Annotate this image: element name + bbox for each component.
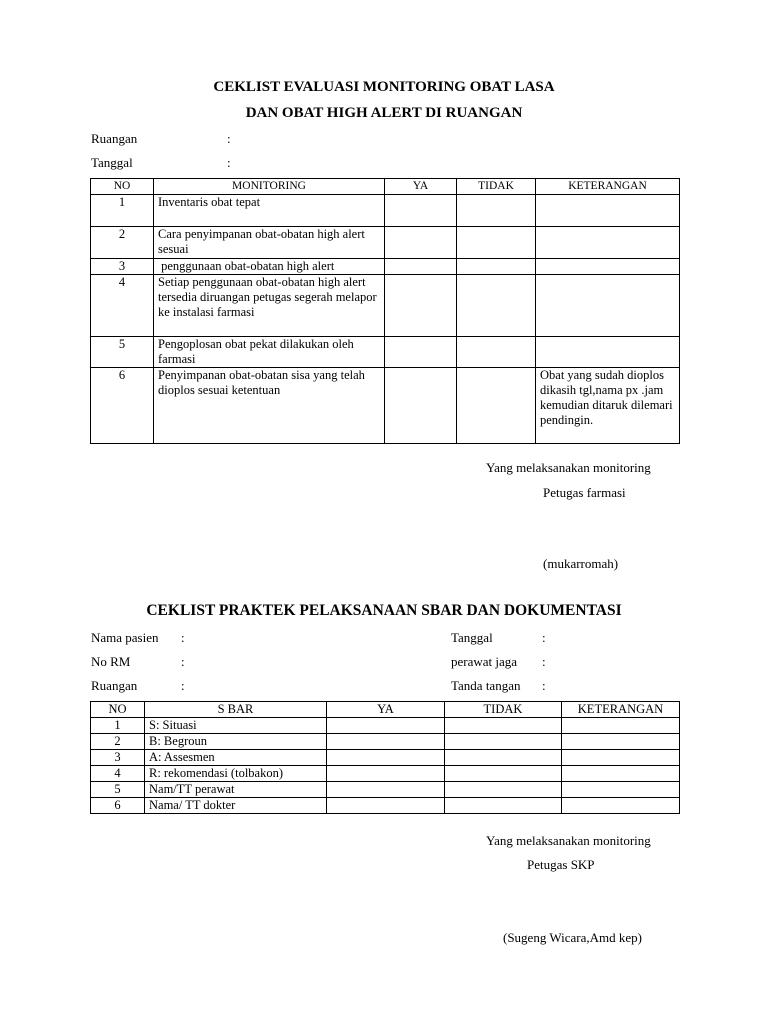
row-no: 5: [91, 782, 145, 798]
row-no: 4: [91, 275, 154, 337]
field-perawat-jaga-colon: :: [542, 654, 546, 669]
row-no: 1: [91, 195, 154, 227]
row-keterangan: [536, 337, 680, 368]
table-row: [91, 798, 680, 814]
header-tidak: TIDAK: [457, 179, 536, 195]
row-ya: [385, 195, 457, 227]
row-monitoring: Setiap penggunaan obat-obatan high alert tersedia diruangan petugas segerah melapor ke instalasi farmasi: [154, 275, 385, 337]
signature1-name: (mukarromah): [543, 556, 619, 571]
table-row: [91, 718, 680, 734]
field-ruangan-colon: :: [227, 131, 231, 146]
header-keterangan: KETERANGAN: [536, 179, 680, 195]
field-tanggal-colon: :: [227, 155, 231, 170]
header-sbar: S BAR: [145, 702, 327, 718]
row-ya: [385, 275, 457, 337]
row-no: 2: [91, 734, 145, 750]
row-ya: [385, 259, 457, 275]
row-no: 3: [91, 750, 145, 766]
row-tidak: [457, 195, 536, 227]
row-tidak: [445, 798, 562, 814]
row-tidak: [445, 766, 562, 782]
table-row: [91, 782, 680, 798]
table-row: [91, 750, 680, 766]
table-row: [91, 195, 680, 227]
table-row: [91, 734, 680, 750]
monitoring-table: [90, 178, 680, 444]
section1-title-line1: CEKLIST EVALUASI MONITORING OBAT LASA: [213, 79, 555, 95]
row-keterangan: [562, 782, 680, 798]
table-header-row: [91, 179, 680, 195]
row-sbar: S: Situasi: [145, 718, 327, 734]
row-no: 6: [91, 368, 154, 444]
field-tanda-tangan-colon: :: [542, 678, 546, 693]
row-sbar: A: Assesmen: [145, 750, 327, 766]
header-no: NO: [91, 702, 145, 718]
sbar-table: [90, 701, 680, 814]
table-row: [91, 275, 680, 337]
row-ya: [327, 782, 445, 798]
row-ya: [327, 718, 445, 734]
row-tidak: [457, 368, 536, 444]
row-ya: [385, 368, 457, 444]
row-ya: [385, 337, 457, 368]
signature1-role: Petugas farmasi: [543, 485, 626, 500]
header-no: NO: [91, 179, 154, 195]
signature2-line: Yang melaksanakan monitoring: [486, 833, 651, 848]
header-monitoring: MONITORING: [154, 179, 385, 195]
row-tidak: [457, 337, 536, 368]
row-no: 5: [91, 337, 154, 368]
row-sbar: R: rekomendasi (tolbakon): [145, 766, 327, 782]
section2-title: CEKLIST PRAKTEK PELAKSANAAN SBAR DAN DOKUMENTASI: [146, 602, 622, 619]
row-no: 2: [91, 227, 154, 259]
row-monitoring: Pengoplosan obat pekat dilakukan oleh farmasi: [154, 337, 385, 368]
row-tidak: [457, 275, 536, 337]
row-no: 1: [91, 718, 145, 734]
field-tanggal2-label: Tanggal: [451, 630, 493, 645]
signature1-line: Yang melaksanakan monitoring: [486, 460, 651, 475]
field-no-rm-label: No RM: [91, 654, 131, 669]
row-no: 6: [91, 798, 145, 814]
table-row: [91, 259, 680, 275]
header-ya: YA: [385, 179, 457, 195]
signature2-role: Petugas SKP: [527, 857, 595, 872]
field-tanda-tangan-label: Tanda tangan: [451, 678, 521, 693]
row-ya: [327, 798, 445, 814]
field-nama-pasien-colon: :: [181, 630, 185, 645]
table-row: [91, 337, 680, 368]
field-no-rm-colon: :: [181, 654, 185, 669]
header-keterangan: KETERANGAN: [562, 702, 680, 718]
row-sbar: Nama/ TT dokter: [145, 798, 327, 814]
row-ya: [327, 750, 445, 766]
row-ya: [327, 766, 445, 782]
row-monitoring: Inventaris obat tepat: [154, 195, 385, 227]
field-ruangan-label: Ruangan: [91, 131, 138, 146]
field-tanggal2-colon: :: [542, 630, 546, 645]
signature2-name: (Sugeng Wicara,Amd kep): [503, 930, 642, 945]
row-keterangan: [562, 798, 680, 814]
row-ya: [327, 734, 445, 750]
row-no: 4: [91, 766, 145, 782]
field-nama-pasien-label: Nama pasien: [91, 630, 159, 645]
row-keterangan: [536, 259, 680, 275]
header-ya: YA: [327, 702, 445, 718]
row-monitoring: penggunaan obat-obatan high alert: [154, 259, 385, 275]
table-row: [91, 368, 680, 444]
row-ya: [385, 227, 457, 259]
row-keterangan: [562, 766, 680, 782]
row-tidak: [445, 734, 562, 750]
table-row: [91, 766, 680, 782]
row-sbar: B: Begroun: [145, 734, 327, 750]
row-keterangan: [562, 718, 680, 734]
row-keterangan: [536, 227, 680, 259]
header-tidak: TIDAK: [445, 702, 562, 718]
table-row: [91, 227, 680, 259]
row-no: 3: [91, 259, 154, 275]
row-tidak: [457, 259, 536, 275]
field-ruangan2-label: Ruangan: [91, 678, 138, 693]
row-tidak: [445, 750, 562, 766]
row-monitoring: Penyimpanan obat-obatan sisa yang telah dioplos sesuai ketentuan: [154, 368, 385, 444]
row-keterangan: [536, 275, 680, 337]
row-tidak: [457, 227, 536, 259]
section1-title-line2: DAN OBAT HIGH ALERT DI RUANGAN: [245, 105, 523, 121]
row-monitoring: Cara penyimpanan obat-obatan high alert sesuai: [154, 227, 385, 259]
field-ruangan2-colon: :: [181, 678, 185, 693]
row-tidak: [445, 782, 562, 798]
row-keterangan: [536, 195, 680, 227]
row-keterangan: [562, 750, 680, 766]
row-keterangan: Obat yang sudah dioplos dikasih tgl,nama px .jam kemudian ditaruk dilemari pendingin.: [536, 368, 680, 444]
row-sbar: Nam/TT perawat: [145, 782, 327, 798]
row-tidak: [445, 718, 562, 734]
row-keterangan: [562, 734, 680, 750]
table-header-row: [91, 702, 680, 718]
field-perawat-jaga-label: perawat jaga: [451, 654, 518, 669]
field-tanggal-label: Tanggal: [91, 155, 133, 170]
